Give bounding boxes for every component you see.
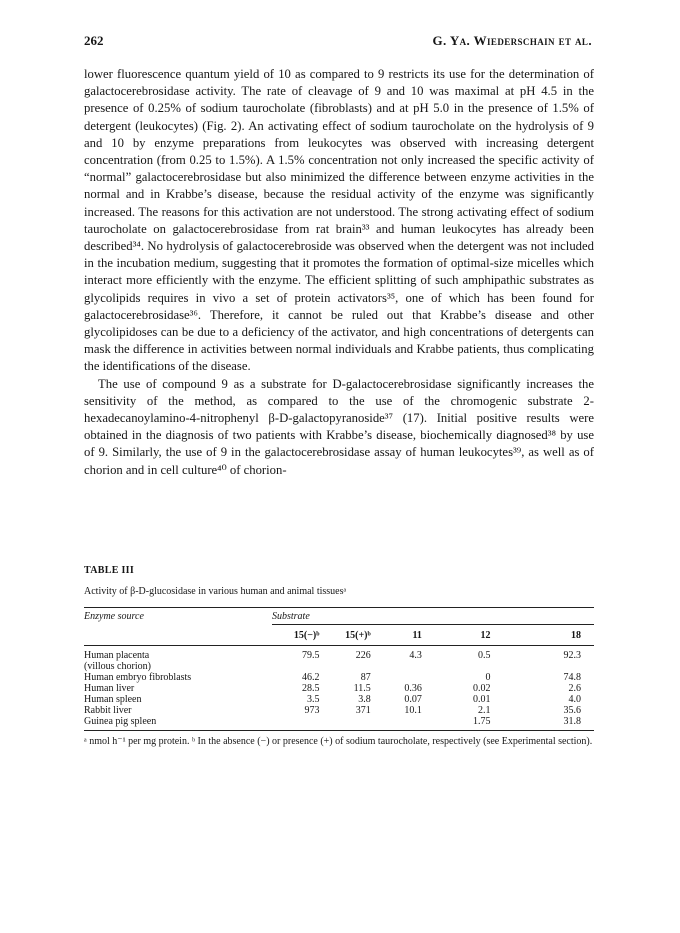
table-row	[84, 661, 594, 672]
column-header: 15(+)ᵇ	[345, 629, 371, 641]
row-source: Human embryo fibroblasts	[84, 672, 192, 683]
cell: 0.5	[478, 650, 491, 661]
paragraph-2: The use of compound 9 as a substrate for D-galactocerebrosidase significantly increases the sensitivity of the method, as compared to the use of the chromogenic substrate 2-hexadecanoylamino-4-nitrophenyl β-D-galactopyranoside³⁷ (17). Initial positive results were obtained in the diagnosis of two patients with Krabbe’s disease, biochemically diagnosed³⁸ by use of 9. Similarly, the use of 9 in the galactocerebrosidase assay of human leukocytes³⁹, as well as of chorion and in cell culture⁴⁰ of chorion-	[84, 376, 594, 477]
cell: 3.5	[307, 694, 320, 705]
body-text	[84, 66, 594, 479]
table-row	[84, 683, 594, 694]
table-bottom-rule	[84, 730, 594, 731]
column-header: 18	[571, 629, 581, 641]
cell: 35.6	[563, 705, 581, 716]
column-header: 11	[412, 629, 422, 641]
column-header: 12	[480, 629, 491, 641]
cell: 46.2	[302, 672, 320, 683]
cell: 11.5	[353, 683, 371, 694]
column-header-blank	[84, 625, 277, 646]
cell: 28.5	[302, 683, 320, 694]
table-label: TABLE III	[84, 565, 135, 576]
cell	[320, 661, 371, 672]
cell: 4.3	[409, 650, 422, 661]
column-header-row	[84, 625, 594, 646]
row-source: Rabbit liver	[84, 705, 132, 716]
row-source: Guinea pig spleen	[84, 716, 157, 727]
cell: 0.01	[473, 694, 491, 705]
cell: 10.1	[404, 705, 422, 716]
cell: 92.3	[563, 650, 581, 661]
table-iii	[84, 565, 594, 749]
cell	[277, 716, 320, 730]
cell	[491, 661, 594, 672]
cell: 371	[355, 705, 371, 716]
cell	[277, 661, 320, 672]
cell	[320, 716, 371, 730]
table-row	[84, 716, 594, 730]
page-number: 262	[84, 33, 104, 48]
table-row	[84, 705, 594, 716]
cell: 74.8	[563, 672, 581, 683]
cell: 973	[304, 705, 320, 716]
cell	[422, 661, 491, 672]
table-row	[84, 646, 594, 661]
running-header	[84, 33, 592, 49]
row-source: Human liver	[84, 683, 135, 694]
cell: 79.5	[302, 650, 320, 661]
table-caption: Activity of β-D-glucosidase in various human and animal tissuesᵃ	[84, 586, 347, 597]
header-substrate: Substrate	[272, 610, 310, 622]
cell: 0.07	[404, 694, 422, 705]
cell: 3.8	[358, 694, 371, 705]
cell: 2.1	[478, 705, 491, 716]
table-row	[84, 694, 594, 705]
paragraph-1: lower fluorescence quantum yield of 10 as compared to 9 restricts its use for the determination of galactocerebrosidase activity. The rate of cleavage of 9 and 10 was maximal at pH 4.5 in the presence of 0.25% of sodium taurocholate (fibroblasts) and at pH 5.0 in the presence of 1.5% of detergent (leukocytes) (Fig. 2). An activating effect of sodium taurocholate on the hydrolysis of 9 and 10 by enzyme preparations from leukocytes was observed with increasing detergent concentration (from 0.25 to 1.5%). A 1.5% concentration not only increased the specific activity of “normal” galactocerebrosidase but also minimized the difference between enzyme activities in the normal and in Krabbe’s disease, because the residual activity of the enzyme was significantly increased. The reasons for this activation are not understood. The strong activating effect of sodium taurocholate on galactocerebrosidase from rat brain³³ and human leukocytes has already been described³⁴. No hydrolysis of galactocerebroside was observed when the detergent was not included in the incubation medium, suggesting that it promotes the formation of optimal-size micelles which interact more efficiently with the enzyme. The efficient splitting of such amphipathic substrates as glycolipids requires in vivo a set of protein activators³⁵, one of which has been found for galactocerebrosidase³⁶. Therefore, it cannot be ruled out that Krabbe’s disease and other glycolipidoses can be due to a deficiency of the activator, and high concentrations of detergents can mask the difference in activities between normal individuals and Krabbe patients, thus complicating the identifications of the disease.	[84, 67, 594, 374]
running-author: G. Ya. Wiederschain et al.	[432, 33, 592, 48]
table-header-row	[84, 608, 594, 624]
header-enzyme-source: Enzyme source	[84, 610, 144, 622]
cell	[371, 672, 422, 683]
cell: 0.36	[404, 683, 422, 694]
column-header: 15(−)ᵇ	[293, 629, 320, 641]
cell: 4.0	[568, 694, 581, 705]
table-footnote: ᵃ nmol h⁻¹ per mg protein. ᵇ In the absence (−) or presence (+) of sodium taurocholate, respectively (see Experimental section).	[84, 736, 593, 747]
table-row	[84, 672, 594, 683]
cell	[371, 716, 422, 730]
cell: 87	[360, 672, 371, 683]
cell: 1.75	[473, 716, 491, 727]
data-table	[84, 625, 594, 730]
cell: 31.8	[563, 716, 581, 727]
cell: 226	[355, 650, 371, 661]
cell: 0.02	[473, 683, 491, 694]
cell: 0	[485, 672, 491, 683]
row-source: (villous chorion)	[84, 661, 151, 672]
row-source: Human placenta	[84, 650, 150, 661]
cell	[371, 661, 422, 672]
cell: 2.6	[568, 683, 581, 694]
row-source: Human spleen	[84, 694, 142, 705]
